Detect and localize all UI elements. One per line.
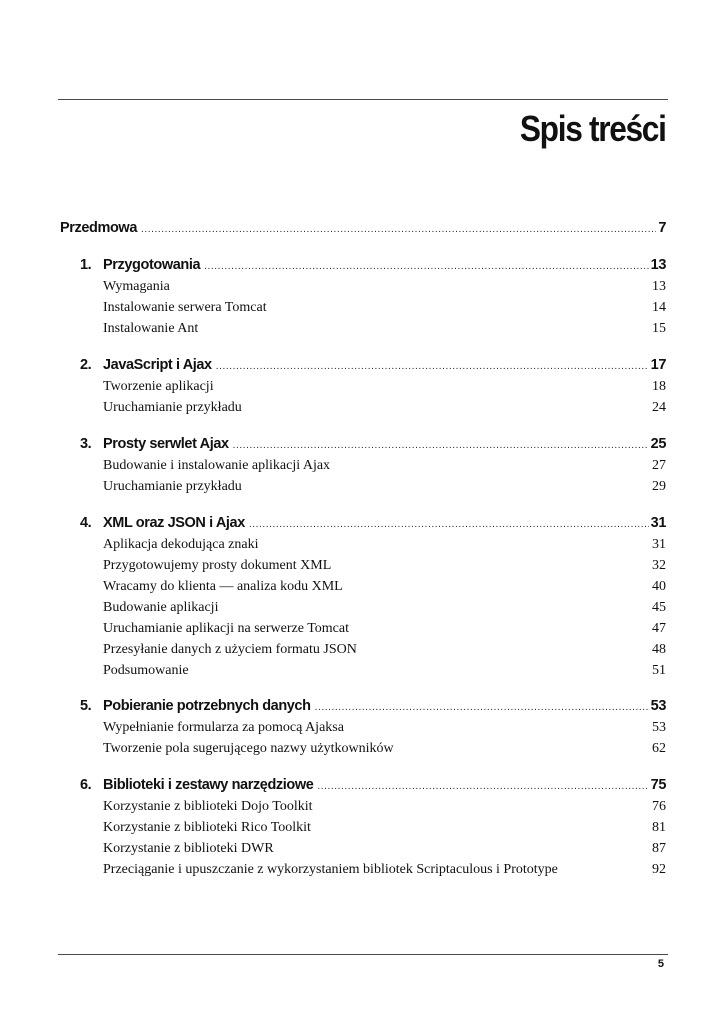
toc-section-title: Instalowanie Ant bbox=[103, 321, 199, 336]
toc-section-title: Korzystanie z biblioteki DWR bbox=[103, 841, 274, 856]
toc-section-page: 62 bbox=[652, 741, 666, 756]
toc-chapter-title: Prosty serwlet Ajax bbox=[103, 436, 229, 452]
toc-section-entry[interactable] bbox=[103, 479, 666, 495]
toc-chapter-entry[interactable] bbox=[80, 357, 666, 373]
toc-section-page: 18 bbox=[652, 379, 666, 394]
top-rule bbox=[58, 99, 668, 100]
toc-section-entry[interactable] bbox=[103, 663, 666, 679]
toc-section-entry[interactable] bbox=[103, 400, 666, 416]
toc-section-title: Budowanie aplikacji bbox=[103, 600, 219, 615]
toc-section-title: Budowanie i instalowanie aplikacji Ajax bbox=[103, 458, 331, 473]
toc-preface-entry[interactable] bbox=[60, 220, 666, 236]
toc-section-page: 29 bbox=[652, 479, 666, 494]
toc-section-page: 48 bbox=[652, 642, 666, 657]
toc-section-page: 81 bbox=[652, 820, 666, 835]
toc-chapter-entry[interactable] bbox=[80, 436, 666, 452]
toc-section-title: Przeciąganie i upuszczanie z wykorzystaniem bibliotek Scriptaculous i Prototype bbox=[103, 862, 558, 877]
toc-chapter-page: 31 bbox=[650, 515, 666, 531]
toc-preface-label: Przedmowa bbox=[60, 220, 137, 236]
toc-section-title: Aplikacja dekodująca znaki bbox=[103, 537, 259, 552]
toc-section-entry[interactable] bbox=[103, 558, 666, 574]
toc-section-page: 24 bbox=[652, 400, 666, 415]
toc-section-page: 27 bbox=[652, 458, 666, 473]
toc-section-entry[interactable] bbox=[103, 820, 666, 836]
toc-section-entry[interactable] bbox=[103, 741, 666, 757]
toc-preface-page: 7 bbox=[658, 220, 666, 236]
toc-chapter-number: 3. bbox=[80, 436, 92, 452]
toc-chapter-title: Biblioteki i zestawy narzędziowe bbox=[103, 777, 314, 793]
toc-section-page: 32 bbox=[652, 558, 666, 573]
toc-section-entry[interactable] bbox=[103, 279, 666, 295]
toc-section-title: Tworzenie aplikacji bbox=[103, 379, 214, 394]
toc-section-page: 47 bbox=[652, 621, 666, 636]
toc-section-title: Przesyłanie danych z użyciem formatu JSON bbox=[103, 642, 357, 657]
toc-chapter-title: XML oraz JSON i Ajax bbox=[103, 515, 245, 531]
toc-chapter-title: Przygotowania bbox=[103, 257, 201, 273]
toc-section-title: Instalowanie serwera Tomcat bbox=[103, 300, 267, 315]
toc-chapter-number: 1. bbox=[80, 257, 92, 273]
toc-section-entry[interactable] bbox=[103, 642, 666, 658]
toc-section-entry[interactable] bbox=[103, 458, 666, 474]
toc-section-entry[interactable] bbox=[103, 862, 666, 878]
toc-section-entry[interactable] bbox=[103, 300, 666, 316]
page-title: Spis treści bbox=[520, 108, 666, 149]
toc-chapter-page: 25 bbox=[650, 436, 666, 452]
toc-section-title: Uruchamianie przykładu bbox=[103, 400, 242, 415]
toc-section-page: 76 bbox=[652, 799, 666, 814]
bottom-rule bbox=[58, 954, 668, 955]
toc-leader-dots bbox=[204, 261, 649, 272]
toc-chapter-page: 17 bbox=[650, 357, 666, 373]
toc-section-title: Wypełnianie formularza za pomocą Ajaksa bbox=[103, 720, 344, 735]
toc-section-page: 14 bbox=[652, 300, 666, 315]
toc-leader-dots bbox=[141, 224, 656, 235]
toc-section-entry[interactable] bbox=[103, 321, 666, 337]
toc-leader-dots bbox=[249, 519, 649, 530]
toc-chapter-number: 2. bbox=[80, 357, 92, 373]
toc-section-title: Korzystanie z biblioteki Dojo Toolkit bbox=[103, 799, 313, 814]
toc-section-title: Wymagania bbox=[103, 279, 170, 294]
toc-section-page: 31 bbox=[652, 537, 666, 552]
toc-chapter-number: 6. bbox=[80, 777, 92, 793]
toc-chapter-title: Pobieranie potrzebnych danych bbox=[103, 698, 311, 714]
toc-leader-dots bbox=[315, 702, 649, 713]
footer-page-number: 5 bbox=[657, 958, 664, 970]
toc-chapter-number: 4. bbox=[80, 515, 92, 531]
toc-chapter-page: 13 bbox=[650, 257, 666, 273]
toc-chapter-title: JavaScript i Ajax bbox=[103, 357, 212, 373]
toc-section-title: Korzystanie z biblioteki Rico Toolkit bbox=[103, 820, 311, 835]
toc-chapter-entry[interactable] bbox=[80, 515, 666, 531]
toc-section-entry[interactable] bbox=[103, 841, 666, 857]
toc-section-entry[interactable] bbox=[103, 600, 666, 616]
toc-leader-dots bbox=[317, 781, 648, 792]
toc-section-page: 40 bbox=[652, 579, 666, 594]
toc-section-page: 45 bbox=[652, 600, 666, 615]
toc-section-entry[interactable] bbox=[103, 799, 666, 815]
toc-section-entry[interactable] bbox=[103, 537, 666, 553]
toc-chapter-entry[interactable] bbox=[80, 698, 666, 714]
toc-section-title: Wracamy do klienta — analiza kodu XML bbox=[103, 579, 343, 594]
toc-section-page: 51 bbox=[652, 663, 666, 678]
toc-chapter-page: 75 bbox=[650, 777, 666, 793]
toc-section-title: Tworzenie pola sugerującego nazwy użytkowników bbox=[103, 741, 394, 756]
toc-section-title: Uruchamianie aplikacji na serwerze Tomcat bbox=[103, 621, 349, 636]
toc-section-page: 87 bbox=[652, 841, 666, 856]
toc-chapter-entry[interactable] bbox=[80, 257, 666, 273]
toc-section-title: Przygotowujemy prosty dokument XML bbox=[103, 558, 332, 573]
toc-section-page: 53 bbox=[652, 720, 666, 735]
toc-section-entry[interactable] bbox=[103, 579, 666, 595]
toc-section-entry[interactable] bbox=[103, 621, 666, 637]
toc-chapter-number: 5. bbox=[80, 698, 92, 714]
toc-section-title: Uruchamianie przykładu bbox=[103, 479, 242, 494]
toc-chapter-page: 53 bbox=[650, 698, 666, 714]
toc-section-page: 92 bbox=[652, 862, 666, 877]
toc-section-title: Podsumowanie bbox=[103, 663, 189, 678]
toc-section-entry[interactable] bbox=[103, 720, 666, 736]
toc-chapter-entry[interactable] bbox=[80, 777, 666, 793]
toc-section-entry[interactable] bbox=[103, 379, 666, 395]
toc-section-page: 13 bbox=[652, 279, 666, 294]
toc-section-page: 15 bbox=[652, 321, 666, 336]
toc-leader-dots bbox=[216, 361, 649, 372]
toc-leader-dots bbox=[233, 440, 649, 451]
